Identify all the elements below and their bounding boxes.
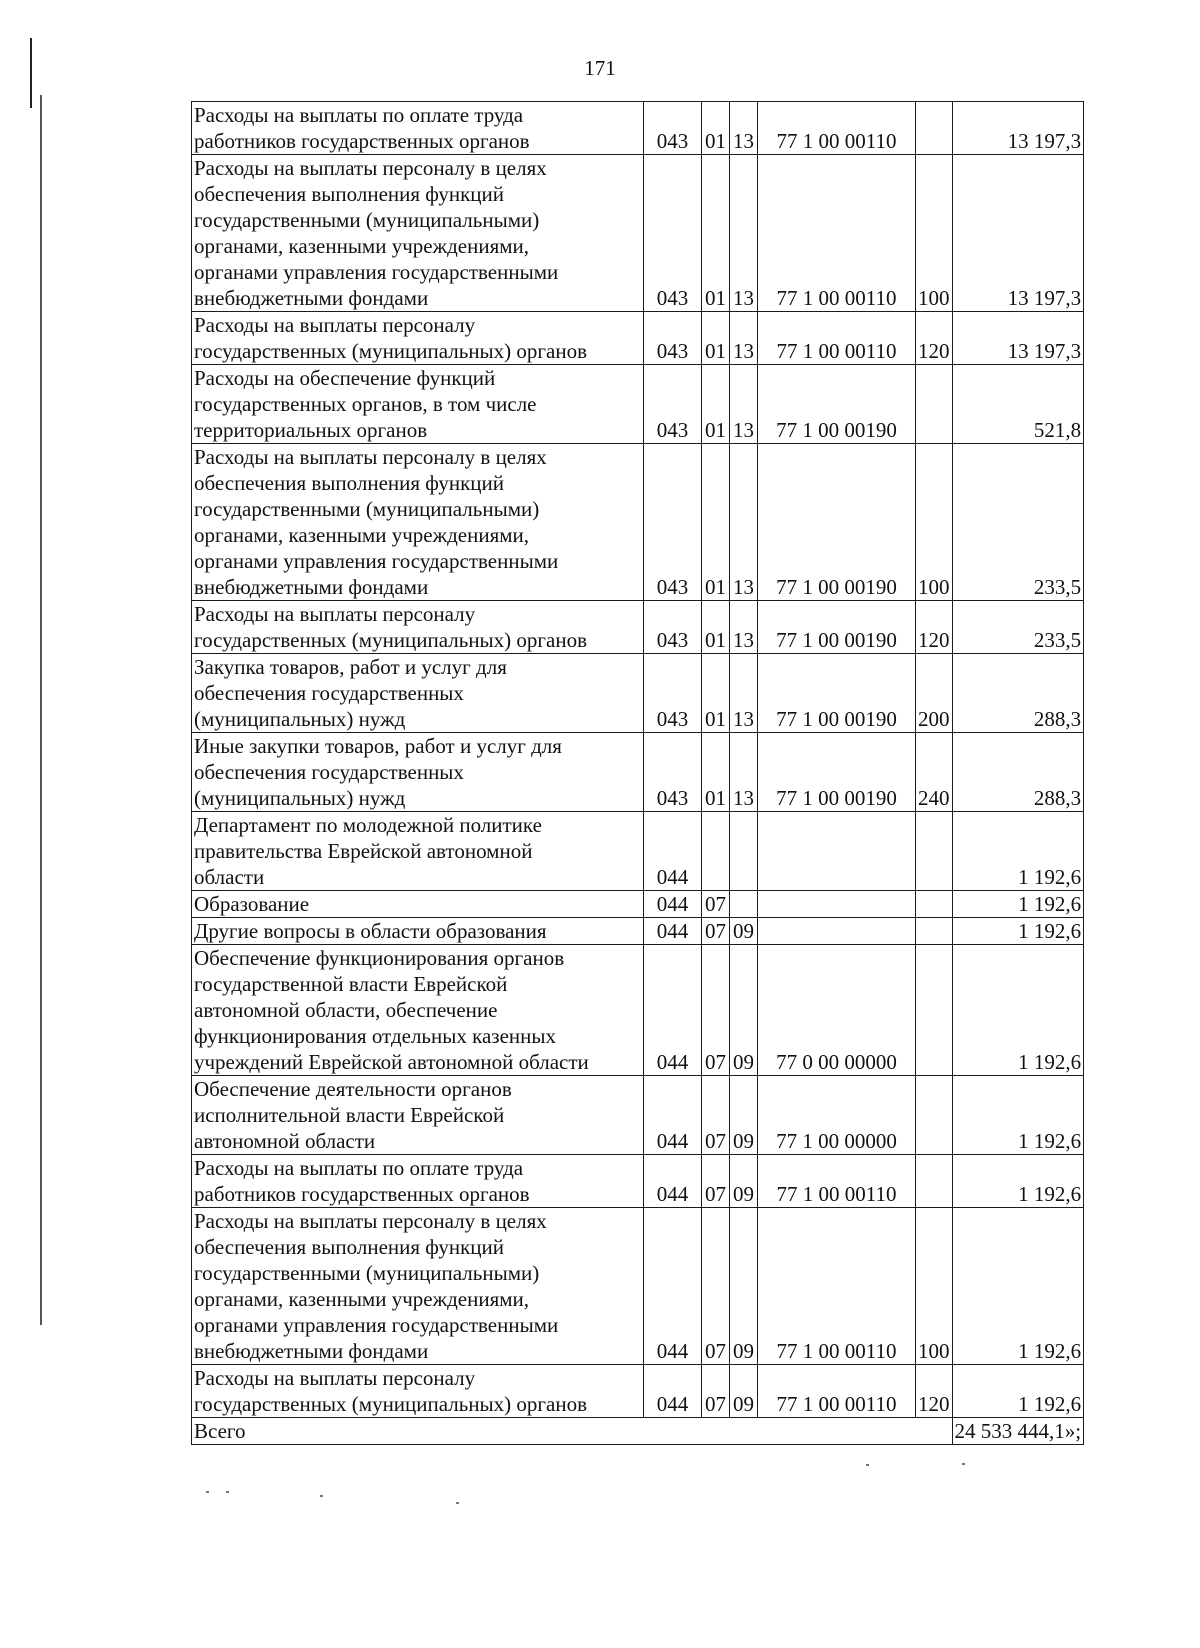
row-name: Расходы на выплаты по оплате труда работников государственных органов (192, 102, 644, 155)
row-target-code: 77 0 00 00000 (758, 945, 916, 1076)
row-expense-type-code: 100 (916, 155, 953, 312)
row-target-code: 77 1 00 00110 (758, 312, 916, 365)
table-row (192, 444, 1084, 601)
row-subsection-code: 09 (730, 1208, 758, 1365)
row-section-code (702, 812, 730, 891)
row-name: Расходы на выплаты персоналу государственных (муниципальных) органов (192, 601, 644, 654)
row-section-code: 01 (702, 102, 730, 155)
row-target-code (758, 891, 916, 918)
row-expense-type-code (916, 891, 953, 918)
row-ministry-code: 043 (644, 102, 702, 155)
table-row (192, 945, 1084, 1076)
row-amount: 1 192,6 (952, 918, 1084, 945)
row-ministry-code: 043 (644, 733, 702, 812)
budget-table (191, 101, 1084, 1445)
row-ministry-code: 044 (644, 1365, 702, 1418)
row-section-code: 07 (702, 945, 730, 1076)
row-subsection-code: 09 (730, 945, 758, 1076)
row-subsection-code: 13 (730, 312, 758, 365)
row-subsection-code: 13 (730, 365, 758, 444)
row-expense-type-code: 200 (916, 654, 953, 733)
row-amount: 288,3 (952, 654, 1084, 733)
row-section-code: 07 (702, 1076, 730, 1155)
row-name: Обеспечение деятельности органов исполнительной власти Еврейской автономной области (192, 1076, 644, 1155)
row-ministry-code: 043 (644, 312, 702, 365)
row-section-code: 07 (702, 1365, 730, 1418)
row-expense-type-code (916, 102, 953, 155)
row-section-code: 07 (702, 1155, 730, 1208)
table-row (192, 1155, 1084, 1208)
row-expense-type-code (916, 945, 953, 1076)
row-section-code: 07 (702, 891, 730, 918)
row-subsection-code: 13 (730, 102, 758, 155)
row-target-code: 77 1 00 00190 (758, 601, 916, 654)
row-amount: 13 197,3 (952, 312, 1084, 365)
row-section-code: 01 (702, 155, 730, 312)
row-subsection-code: 13 (730, 654, 758, 733)
row-ministry-code: 043 (644, 155, 702, 312)
table-row (192, 365, 1084, 444)
table-row (192, 601, 1084, 654)
row-subsection-code: 09 (730, 918, 758, 945)
row-subsection-code: 13 (730, 733, 758, 812)
row-section-code: 01 (702, 365, 730, 444)
total-label: Всего (192, 1418, 953, 1445)
row-ministry-code: 044 (644, 1155, 702, 1208)
row-amount: 1 192,6 (952, 812, 1084, 891)
row-expense-type-code (916, 1076, 953, 1155)
row-name: Расходы на выплаты персоналу государственных (муниципальных) органов (192, 1365, 644, 1418)
row-target-code (758, 918, 916, 945)
row-amount: 288,3 (952, 733, 1084, 812)
row-ministry-code: 043 (644, 365, 702, 444)
row-target-code: 77 1 00 00110 (758, 102, 916, 155)
row-name: Расходы на выплаты по оплате труда работников государственных органов (192, 1155, 644, 1208)
row-subsection-code: 13 (730, 601, 758, 654)
row-subsection-code (730, 891, 758, 918)
row-target-code: 77 1 00 00190 (758, 444, 916, 601)
row-name: Расходы на выплаты персоналу в целях обеспечения выполнения функций государственными (муниципальными) органами, казенными учреждениями, органами управления государственными внебюджетными фондами (192, 444, 644, 601)
budget-table-body (192, 102, 1084, 1445)
row-target-code: 77 1 00 00190 (758, 365, 916, 444)
row-expense-type-code: 100 (916, 1208, 953, 1365)
table-row (192, 918, 1084, 945)
row-subsection-code: 13 (730, 155, 758, 312)
table-row (192, 733, 1084, 812)
binding-line (40, 95, 42, 1325)
table-row (192, 1365, 1084, 1418)
table-row (192, 654, 1084, 733)
row-section-code: 01 (702, 733, 730, 812)
row-section-code: 01 (702, 601, 730, 654)
row-amount: 13 197,3 (952, 102, 1084, 155)
row-name: Расходы на обеспечение функций государственных органов, в том числе территориальных органов (192, 365, 644, 444)
row-section-code: 07 (702, 1208, 730, 1365)
row-expense-type-code: 240 (916, 733, 953, 812)
row-section-code: 01 (702, 444, 730, 601)
row-amount: 1 192,6 (952, 1076, 1084, 1155)
row-target-code: 77 1 00 00190 (758, 654, 916, 733)
row-expense-type-code: 120 (916, 601, 953, 654)
row-amount: 233,5 (952, 444, 1084, 601)
row-expense-type-code (916, 918, 953, 945)
row-ministry-code: 043 (644, 444, 702, 601)
total-row (192, 1418, 1084, 1445)
table-row (192, 1208, 1084, 1365)
row-name: Иные закупки товаров, работ и услуг для обеспечения государственных (муниципальных) нужд (192, 733, 644, 812)
row-expense-type-code: 100 (916, 444, 953, 601)
table-row (192, 891, 1084, 918)
row-subsection-code: 09 (730, 1076, 758, 1155)
row-expense-type-code: 120 (916, 1365, 953, 1418)
row-target-code: 77 1 00 00110 (758, 1208, 916, 1365)
row-amount: 13 197,3 (952, 155, 1084, 312)
row-name: Образование (192, 891, 644, 918)
row-amount: 521,8 (952, 365, 1084, 444)
row-ministry-code: 044 (644, 1076, 702, 1155)
row-target-code: 77 1 00 00000 (758, 1076, 916, 1155)
row-target-code: 77 1 00 00190 (758, 733, 916, 812)
row-subsection-code (730, 812, 758, 891)
table-row (192, 812, 1084, 891)
row-subsection-code: 09 (730, 1155, 758, 1208)
row-expense-type-code: 120 (916, 312, 953, 365)
row-section-code: 01 (702, 654, 730, 733)
row-name: Департамент по молодежной политике правительства Еврейской автономной области (192, 812, 644, 891)
row-amount: 1 192,6 (952, 1155, 1084, 1208)
row-target-code (758, 812, 916, 891)
row-expense-type-code (916, 1155, 953, 1208)
row-expense-type-code (916, 365, 953, 444)
row-ministry-code: 044 (644, 812, 702, 891)
row-target-code: 77 1 00 00110 (758, 1155, 916, 1208)
table-row (192, 155, 1084, 312)
row-name: Обеспечение функционирования органов государственной власти Еврейской автономной области, обеспечение функционирования отдельных казенных учреждений Еврейской автономной области (192, 945, 644, 1076)
row-ministry-code: 043 (644, 601, 702, 654)
table-row (192, 1076, 1084, 1155)
total-amount: 24 533 444,1»; (952, 1418, 1084, 1445)
row-ministry-code: 044 (644, 918, 702, 945)
row-target-code: 77 1 00 00110 (758, 155, 916, 312)
page-number: 171 (584, 56, 616, 80)
row-ministry-code: 043 (644, 654, 702, 733)
table-row (192, 102, 1084, 155)
row-name: Закупка товаров, работ и услуг для обеспечения государственных (муниципальных) нужд (192, 654, 644, 733)
row-name: Другие вопросы в области образования (192, 918, 644, 945)
row-subsection-code: 09 (730, 1365, 758, 1418)
row-amount: 1 192,6 (952, 891, 1084, 918)
row-name: Расходы на выплаты персоналу государственных (муниципальных) органов (192, 312, 644, 365)
row-subsection-code: 13 (730, 444, 758, 601)
table-row (192, 312, 1084, 365)
row-name: Расходы на выплаты персоналу в целях обеспечения выполнения функций государственными (муниципальными) органами, казенными учреждениями, органами управления государственными внебюджетными фондами (192, 1208, 644, 1365)
row-ministry-code: 044 (644, 1208, 702, 1365)
row-ministry-code: 044 (644, 891, 702, 918)
row-section-code: 01 (702, 312, 730, 365)
row-target-code: 77 1 00 00110 (758, 1365, 916, 1418)
row-amount: 1 192,6 (952, 1365, 1084, 1418)
row-amount: 233,5 (952, 601, 1084, 654)
row-expense-type-code (916, 812, 953, 891)
row-name: Расходы на выплаты персоналу в целях обеспечения выполнения функций государственными (муниципальными) органами, казенными учреждениями, органами управления государственными внебюджетными фондами (192, 155, 644, 312)
row-section-code: 07 (702, 918, 730, 945)
row-amount: 1 192,6 (952, 945, 1084, 1076)
row-amount: 1 192,6 (952, 1208, 1084, 1365)
row-ministry-code: 044 (644, 945, 702, 1076)
